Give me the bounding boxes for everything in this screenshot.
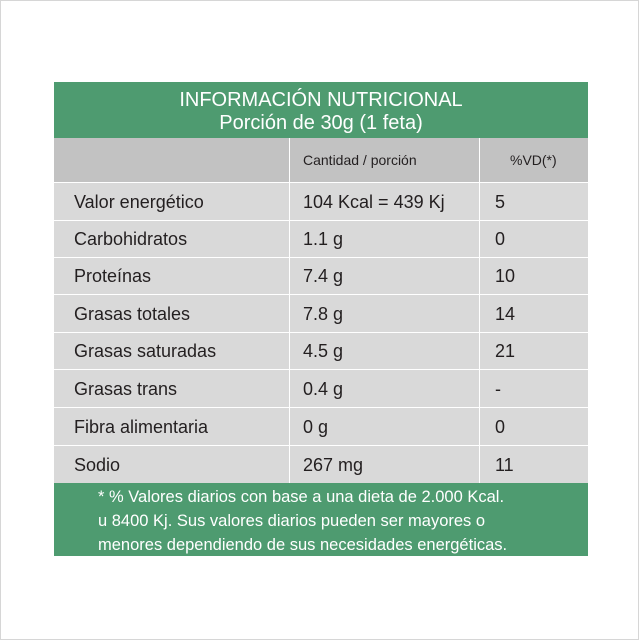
table-row <box>54 445 588 484</box>
table-row <box>54 220 588 258</box>
nutrient-amount: 7.4 g <box>289 258 478 295</box>
nutrient-column-header <box>54 138 288 182</box>
amount-column-header: Cantidad / porción <box>289 138 478 182</box>
nutrient-dv: 14 <box>479 295 588 333</box>
nutrient-name: Grasas saturadas <box>74 341 217 361</box>
nutrient-amount: 104 Kcal = 439 Kj <box>289 183 478 221</box>
nutrient-dv: 0 <box>479 221 588 258</box>
nutrient-dv: 5 <box>479 183 588 221</box>
nutrient-amount: 0.4 g <box>289 370 478 408</box>
nutrient-dv: 10 <box>479 258 588 295</box>
nutrient-name: Carbohidratos <box>74 229 188 249</box>
label-title: INFORMACIÓN NUTRICIONAL <box>179 89 463 111</box>
nutrient-name: Fibra alimentaria <box>74 416 209 437</box>
footnote-line: * % Valores diarios con base a una dieta de 2.000 Kcal. <box>98 488 505 506</box>
nutrient-dv: - <box>479 370 588 408</box>
nutrient-name: Proteínas <box>74 266 152 286</box>
daily-value-footnote <box>54 483 588 556</box>
nutrient-dv: 21 <box>479 333 588 370</box>
nutrient-amount: 1.1 g <box>289 221 478 258</box>
nutrient-amount: 267 mg <box>289 446 478 484</box>
label-header <box>54 82 588 138</box>
table-row <box>54 182 588 221</box>
nutrient-name: Valor energético <box>74 191 204 212</box>
dv-column-header: %VD(*) <box>479 138 588 182</box>
footnote-line: menores dependiendo de sus necesidades energéticas. <box>98 536 508 554</box>
nutrient-dv: 11 <box>479 446 588 484</box>
table-row <box>54 294 588 333</box>
nutrient-name: Sodio <box>74 454 121 475</box>
table-row <box>54 369 588 408</box>
nutrient-amount: 7.8 g <box>289 295 478 333</box>
nutrient-amount: 4.5 g <box>289 333 478 370</box>
nutrient-name: Grasas trans <box>74 378 178 399</box>
serving-size: Porción de 30g (1 feta) <box>219 112 423 134</box>
nutrient-name: Grasas totales <box>74 303 191 324</box>
table-row <box>54 332 588 370</box>
footnote-line: u 8400 Kj. Sus valores diarios pueden ser mayores o <box>98 512 486 530</box>
nutrient-dv: 0 <box>479 408 588 446</box>
nutrition-table <box>54 138 588 483</box>
table-row <box>54 257 588 295</box>
nutrient-amount: 0 g <box>289 408 478 446</box>
table-header-row <box>54 138 588 182</box>
table-row <box>54 407 588 446</box>
nutrition-facts-label <box>54 82 588 556</box>
